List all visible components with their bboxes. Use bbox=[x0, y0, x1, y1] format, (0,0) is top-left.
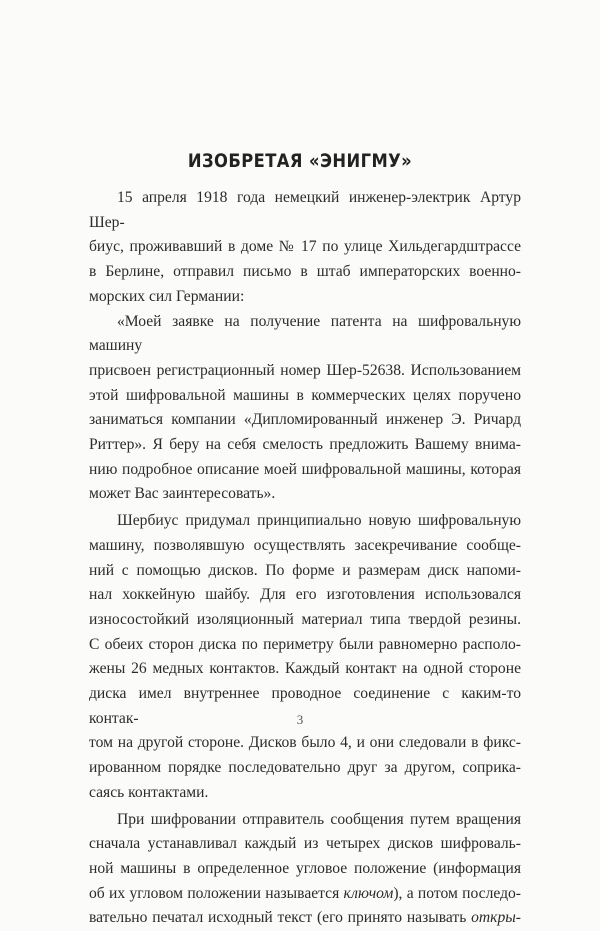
text-line: сначала устанавливал каждый из четырех дисков шифроваль- bbox=[89, 835, 521, 853]
text-line: в Берлине, отправил письмо в штаб императорских военно- bbox=[89, 263, 521, 281]
chapter-title: ИЗОБРЕТАЯ «ЭНИГМУ» bbox=[187, 150, 413, 172]
text-line: С обеих сторон диска по периметру были равномерно располо- bbox=[89, 635, 521, 653]
text-line: диска имел внутреннее проводное соединение с каким-то контак- bbox=[89, 685, 521, 727]
text-line: нию подробное описание моей шифровальной машины, которая bbox=[89, 460, 521, 478]
text-line: саясь контактами. bbox=[89, 783, 209, 801]
text-line: биус, проживавший в доме № 17 по улице Хильдегардштрассе bbox=[89, 238, 521, 256]
text-line: «Моей заявке на получение патента на шифровальную машину bbox=[89, 312, 521, 355]
text-line: нал хоккейную шайбу. Для его изготовления использовался bbox=[89, 586, 521, 604]
text-run: ), а потом последо- bbox=[393, 884, 521, 902]
text-line: износостойкий изоляционный материал типа твердой резины. bbox=[89, 610, 521, 628]
text-line: Шербиус придумал принципиально новую шифровальную bbox=[117, 512, 521, 530]
text-run: об их угловом положении называется bbox=[89, 884, 344, 902]
text-line: 15 апреля 1918 года немецкий инженер-электрик Артур Шер- bbox=[89, 189, 521, 231]
text-run: вательно печатал исходный текст (его принято называть bbox=[89, 909, 472, 927]
text-line: При шифровании отправитель сообщения путем вращения bbox=[117, 810, 521, 828]
text-line: может Вас заинтересовать». bbox=[89, 485, 276, 503]
text-line bbox=[89, 882, 521, 907]
page-number: 3 bbox=[296, 712, 304, 727]
text-line: ний с помощью дисков. По форме и размерам диск напоми- bbox=[89, 561, 521, 579]
text-line: заниматься компании «Дипломированный инженер Э. Ричард bbox=[89, 411, 521, 429]
text-line: ной машины в определенное угловое положение (информация bbox=[89, 859, 521, 877]
body-text bbox=[89, 186, 521, 931]
text-line: этой шифровальной машины в коммерческих целях поручено bbox=[89, 386, 521, 404]
italic-term: откры- bbox=[471, 909, 521, 927]
text-line: машину, позволявшую осуществлять засекречивание сообще- bbox=[89, 536, 521, 554]
text-line: присвоен регистрационный номер Шер-52638. Использованием bbox=[89, 361, 521, 379]
text-line: Риттер». Я беру на себя смелость предложить Вашему внима- bbox=[89, 436, 521, 454]
text-line: морских сил Германии: bbox=[89, 287, 245, 305]
italic-term: ключом bbox=[343, 884, 394, 902]
text-line: жены 26 медных контактов. Каждый контакт на одной стороне bbox=[89, 660, 521, 678]
text-line: том на другой стороне. Дисков было 4, и они следовали в фикс- bbox=[89, 734, 521, 752]
text-line bbox=[89, 906, 521, 931]
text-line: ированном порядке последовательно друг за другом, соприка- bbox=[89, 759, 521, 777]
